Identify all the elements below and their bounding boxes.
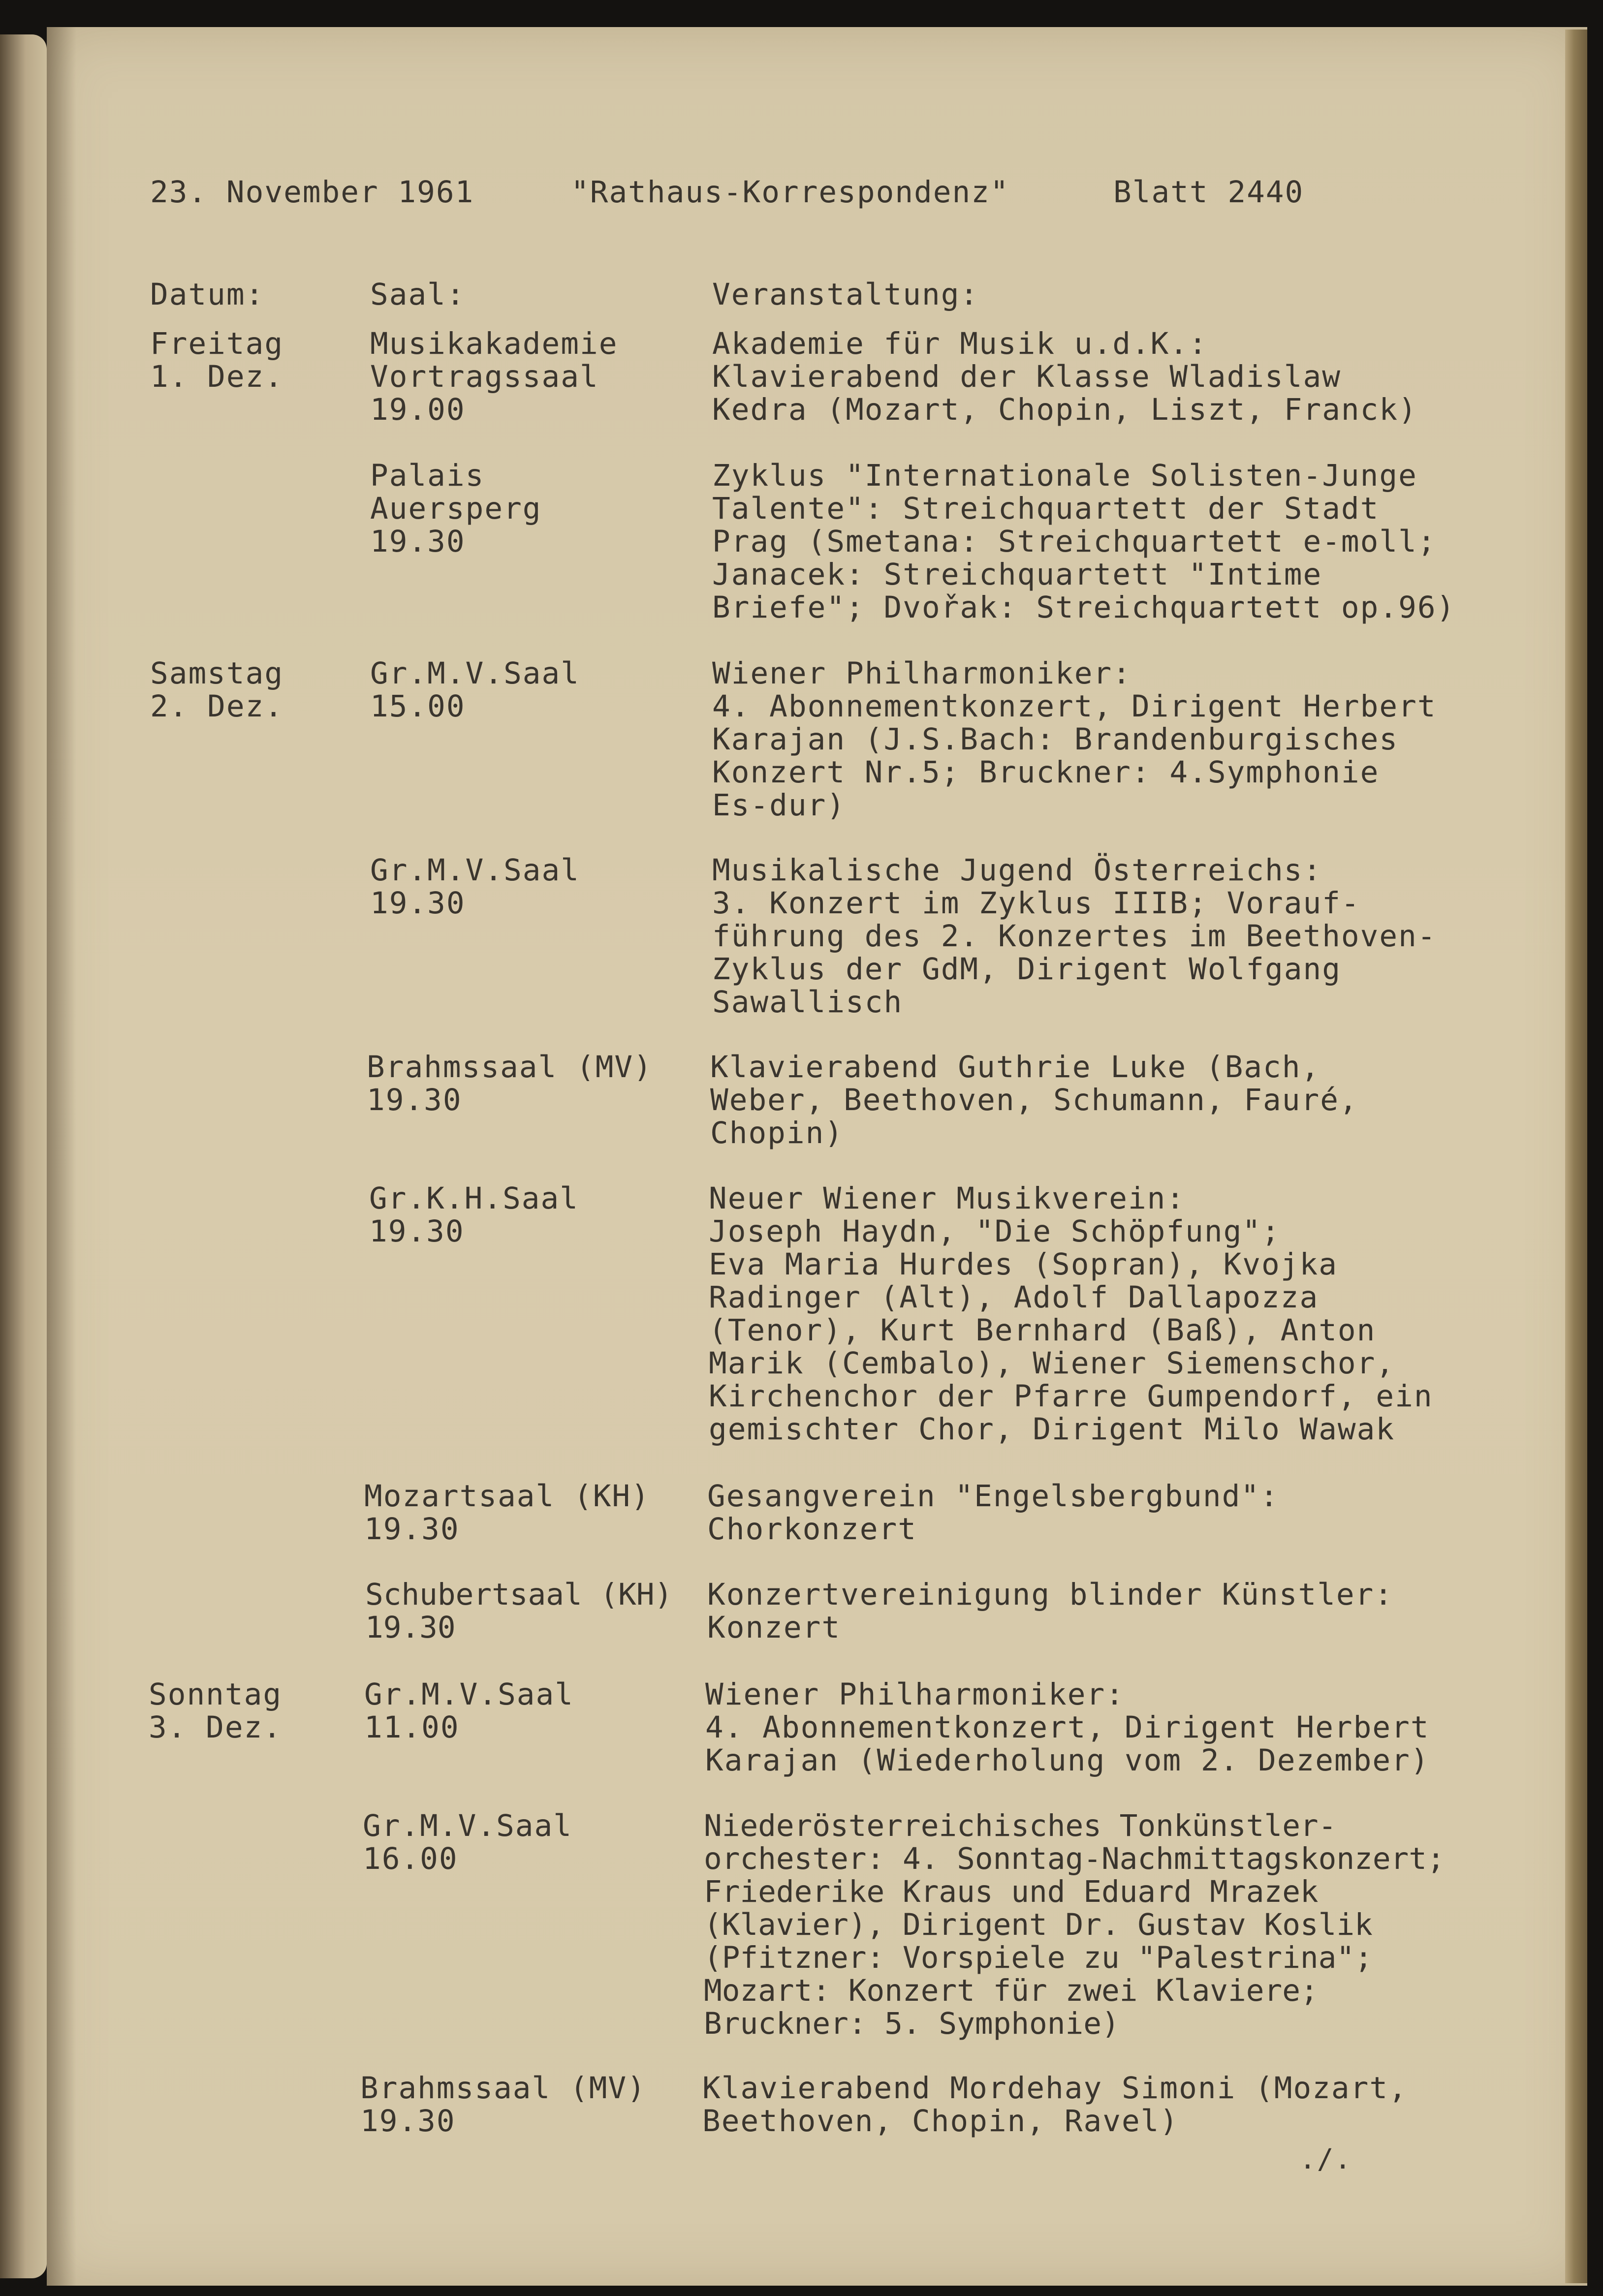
entry-event: Musikalische Jugend Österreichs: 3. Konzert im Zyklus IIIB; Vorauf- führung des 2. Konzertes im Beethoven- Zyklus der GdM, Dirigent Wolfgang Sawallisch	[712, 853, 1437, 1020]
column-header-event: Veranstaltung:	[712, 277, 979, 312]
entry-hall: Gr.M.V.Saal 15.00	[370, 656, 580, 724]
entry-hall: Brahmssaal (MV) 19.30	[367, 1050, 653, 1117]
entry-hall: Mozartsaal (KH) 19.30	[364, 1479, 650, 1547]
entry-event: Gesangverein "Engelsbergbund": Chorkonzert	[707, 1479, 1279, 1547]
header-publication: "Rathaus-Korrespondenz"	[571, 175, 1009, 210]
entry-hall: Musikakademie Vortragssaal 19.00	[370, 326, 618, 427]
entry-event: Konzertvereinigung blinder Künstler: Konzert	[707, 1577, 1394, 1645]
previous-page-edge	[0, 34, 47, 2278]
column-header-date: Datum:	[150, 277, 265, 312]
entry-day: Sonntag 3. Dez.	[149, 1677, 283, 1745]
entry-event: Zyklus "Internationale Solisten-Junge Talente": Streichquartett der Stadt Prag (Smetana: Streichquartett e-moll; Janacek: Streichquartett "Intime Briefe"; Dvořak: Streichquartett op.96)	[712, 458, 1456, 625]
column-header-hall: Saal:	[370, 277, 466, 312]
entry-hall: Brahmssaal (MV) 19.30	[360, 2071, 646, 2139]
header-date: 23. November 1961	[150, 175, 474, 210]
entry-event: Neuer Wiener Musikverein: Joseph Haydn, "Die Schöpfung"; Eva Maria Hurdes (Sopran), Kvojka Radinger (Alt), Adolf Dallapozza (Tenor), Kurt Bernhard (Baß), Anton Marik (Cembalo), Wiener Siemenschor, Kirchenchor der Pfarre Gumpendorf, ein gemischter Chor, Dirigent Milo Wawak	[709, 1181, 1433, 1447]
entry-hall: Schubertsaal (KH) 19.30	[365, 1577, 673, 1645]
entry-day: Freitag 1. Dez.	[150, 326, 284, 394]
spine-shadow	[47, 27, 76, 2286]
header-sheet-number: Blatt 2440	[1113, 175, 1304, 210]
entry-event: Akademie für Musik u.d.K.: Klavierabend der Klasse Wladislaw Kedra (Mozart, Chopin, Liszt, Franck)	[712, 326, 1417, 427]
entry-hall: Gr.K.H.Saal 19.30	[369, 1181, 579, 1249]
entry-hall: Palais Auersperg 19.30	[370, 458, 542, 559]
page-stack-edge	[1565, 30, 1587, 2283]
entry-hall: Gr.M.V.Saal 19.30	[370, 853, 580, 921]
entry-event: Wiener Philharmoniker: 4. Abonnementkonzert, Dirigent Herbert Karajan (J.S.Bach: Brandenburgisches Konzert Nr.5; Bruckner: 4.Symphonie Es-dur)	[712, 656, 1437, 823]
entry-event: Wiener Philharmoniker: 4. Abonnementkonzert, Dirigent Herbert Karajan (Wiederholung vom 2. Dezember)	[705, 1677, 1430, 1778]
entry-event: Klavierabend Mordehay Simoni (Mozart, Beethoven, Chopin, Ravel)	[702, 2071, 1408, 2139]
entry-day: Samstag 2. Dez.	[150, 656, 284, 724]
entry-event: Niederösterreichisches Tonkünstler- orchester: 4. Sonntag-Nachmittagskonzert; Friederike Kraus und Eduard Mrazek (Klavier), Dirigent Dr. Gustav Koslik (Pfitzner: Vorspiele zu "Palestrina"; Mozart: Konzert für zwei Klaviere; Bruckner: 5. Symphonie)	[704, 1808, 1445, 2041]
entry-hall: Gr.M.V.Saal 11.00	[364, 1677, 574, 1745]
entry-event: Klavierabend Guthrie Luke (Bach, Weber, Beethoven, Schumann, Fauré, Chopin)	[710, 1050, 1358, 1150]
entry-hall: Gr.M.V.Saal 16.00	[363, 1808, 572, 1876]
continuation-mark: ./.	[1299, 2143, 1352, 2175]
